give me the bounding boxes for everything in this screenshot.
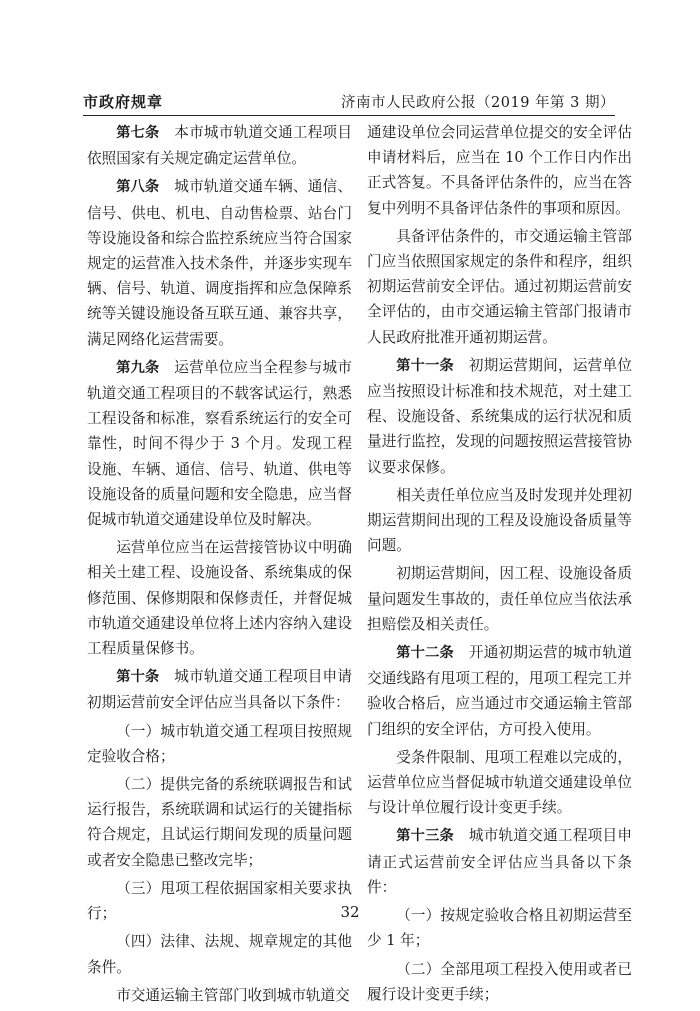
left-column: [87, 120, 352, 1011]
paragraph-text: （二）提供完备的系统联调报告和试运行报告，系统联调和试运行的关键指标符合规定，且试运行期间发现的质量问题或者安全隐患已整改完毕；: [87, 776, 352, 869]
paragraph-text: 市交通运输主管部门收到城市轨道交: [116, 986, 350, 1004]
page-number: 32: [340, 903, 360, 921]
paragraph-text: 运营单位应当全程参与城市轨道交通工程项目的不载客试运行，熟悉工程设备和标准，察看系统运行的安全可靠性，时间不得少于 3 个月。发现工程设施、车辆、通信、信号、轨道、供电等设施设备的质量问题和安全隐患，应当督促城市轨道交通建设单位及时解决。: [87, 358, 352, 529]
paragraph: [87, 772, 352, 873]
paragraph-text: （一）城市轨道交通工程项目按照规定验收合格；: [87, 722, 352, 765]
paragraph-text: （四）法律、法规、规章规定的其他条件。: [87, 933, 352, 976]
paragraph: [367, 120, 632, 221]
section-label: 市政府规章: [83, 93, 164, 111]
paragraph-text: 受条件限制、甩项工程难以完成的，运营单位应当督促城市轨道交通建设单位与设计单位履行设计变更手续。: [367, 748, 632, 817]
paragraph: [367, 745, 632, 821]
paragraph-text: （三）甩项工程依据国家相关要求执行；: [87, 879, 352, 923]
paragraph: [87, 719, 352, 769]
article-number: 第十三条: [396, 828, 454, 845]
paragraph: [367, 640, 632, 742]
paragraph: [87, 174, 352, 351]
publication-label: 济南市人民政府公报（2019 年第 3 期）: [341, 95, 615, 111]
paragraph: [87, 120, 352, 171]
article-number: 第九条: [116, 359, 160, 376]
paragraph-text: 开通初期运营的城市轨道交通线路有甩项工程的，甩项工程完工并验收合格后，应当通过市交通运输主管部门组织的安全评估，方可投入使用。: [367, 644, 632, 738]
paragraph: [367, 224, 632, 350]
paragraph-text: 本市城市轨道交通工程项目依照国家有关规定确定运营单位。: [87, 124, 352, 168]
article-number: 第八条: [116, 179, 160, 196]
paragraph-text: 城市轨道交通工程项目申请初期运营前安全评估应当具备以下条件：: [87, 668, 352, 712]
paragraph: [367, 561, 632, 637]
paragraph: [87, 664, 352, 715]
paragraph: [367, 353, 632, 480]
paragraph-text: 初期运营期间，运营单位应当按照设计标准和技术规范，对土建工程、设施设备、系统集成的运行状况和质量进行监控，发现的问题按照运营接管协议要求保修。: [367, 356, 632, 476]
paragraph: [367, 483, 632, 559]
paragraph: [87, 535, 352, 661]
paragraph: [367, 957, 632, 1007]
paragraph: [87, 929, 352, 979]
article-number: 第十一条: [396, 357, 454, 374]
paragraph-text: （一）按规定验收合格且初期运营至少 1 年；: [367, 907, 632, 950]
article-number: 第十二条: [396, 645, 454, 662]
paragraph-text: 城市轨道交通工程项目申请正式运营前安全评估应当具备以下条件：: [367, 827, 632, 896]
paragraph-text: （二）全部甩项工程投入使用或者已履行设计变更手续；: [367, 960, 632, 1003]
right-column: [367, 120, 632, 1010]
article-number: 第七条: [116, 125, 160, 141]
paragraph: [87, 983, 352, 1008]
paragraph: [367, 823, 632, 900]
running-header: [83, 86, 615, 116]
paragraph-text: 通建设单位会同运营单位提交的安全评估申请材料后，应当在 10 个工作日内作出正式答复。不具备评估条件的，应当在答复中列明不具备评估条件的事项和原因。: [367, 124, 632, 217]
paragraph: [87, 355, 352, 532]
paragraph-text: 相关责任单位应当及时发现并处理初期运营期间出现的工程及设施设备质量等问题。: [367, 486, 632, 555]
paragraph-text: 运营单位应当在运营接管协议中明确相关土建工程、设施设备、系统集成的保修范围、保修期限和保修责任，并督促城市轨道交通建设单位将上述内容纳入建设工程质量保修书。: [87, 539, 352, 658]
paragraph-text: 具备评估条件的，市交通运输主管部门应当依照国家规定的条件和程序，组织初期运营前安全评估。通过初期运营前安全评估的，由市交通运输主管部门报请市人民政府批准开通初期运营。: [367, 227, 632, 346]
article-number: 第十条: [116, 669, 160, 686]
paragraph-text: 城市轨道交通车辆、通信、信号、供电、机电、自动售检票、站台门等设施设备和综合监控系统应当符合国家规定的运营准入技术条件，并逐步实现车辆、信号、轨道、调度指挥和应急保障系统等关键设施设备互联互通、兼容共享，满足网络化运营需要。: [87, 178, 352, 348]
paragraph-text: 初期运营期间，因工程、设施设备质量问题发生事故的，责任单位应当依法承担赔偿及相关责任。: [367, 565, 632, 633]
